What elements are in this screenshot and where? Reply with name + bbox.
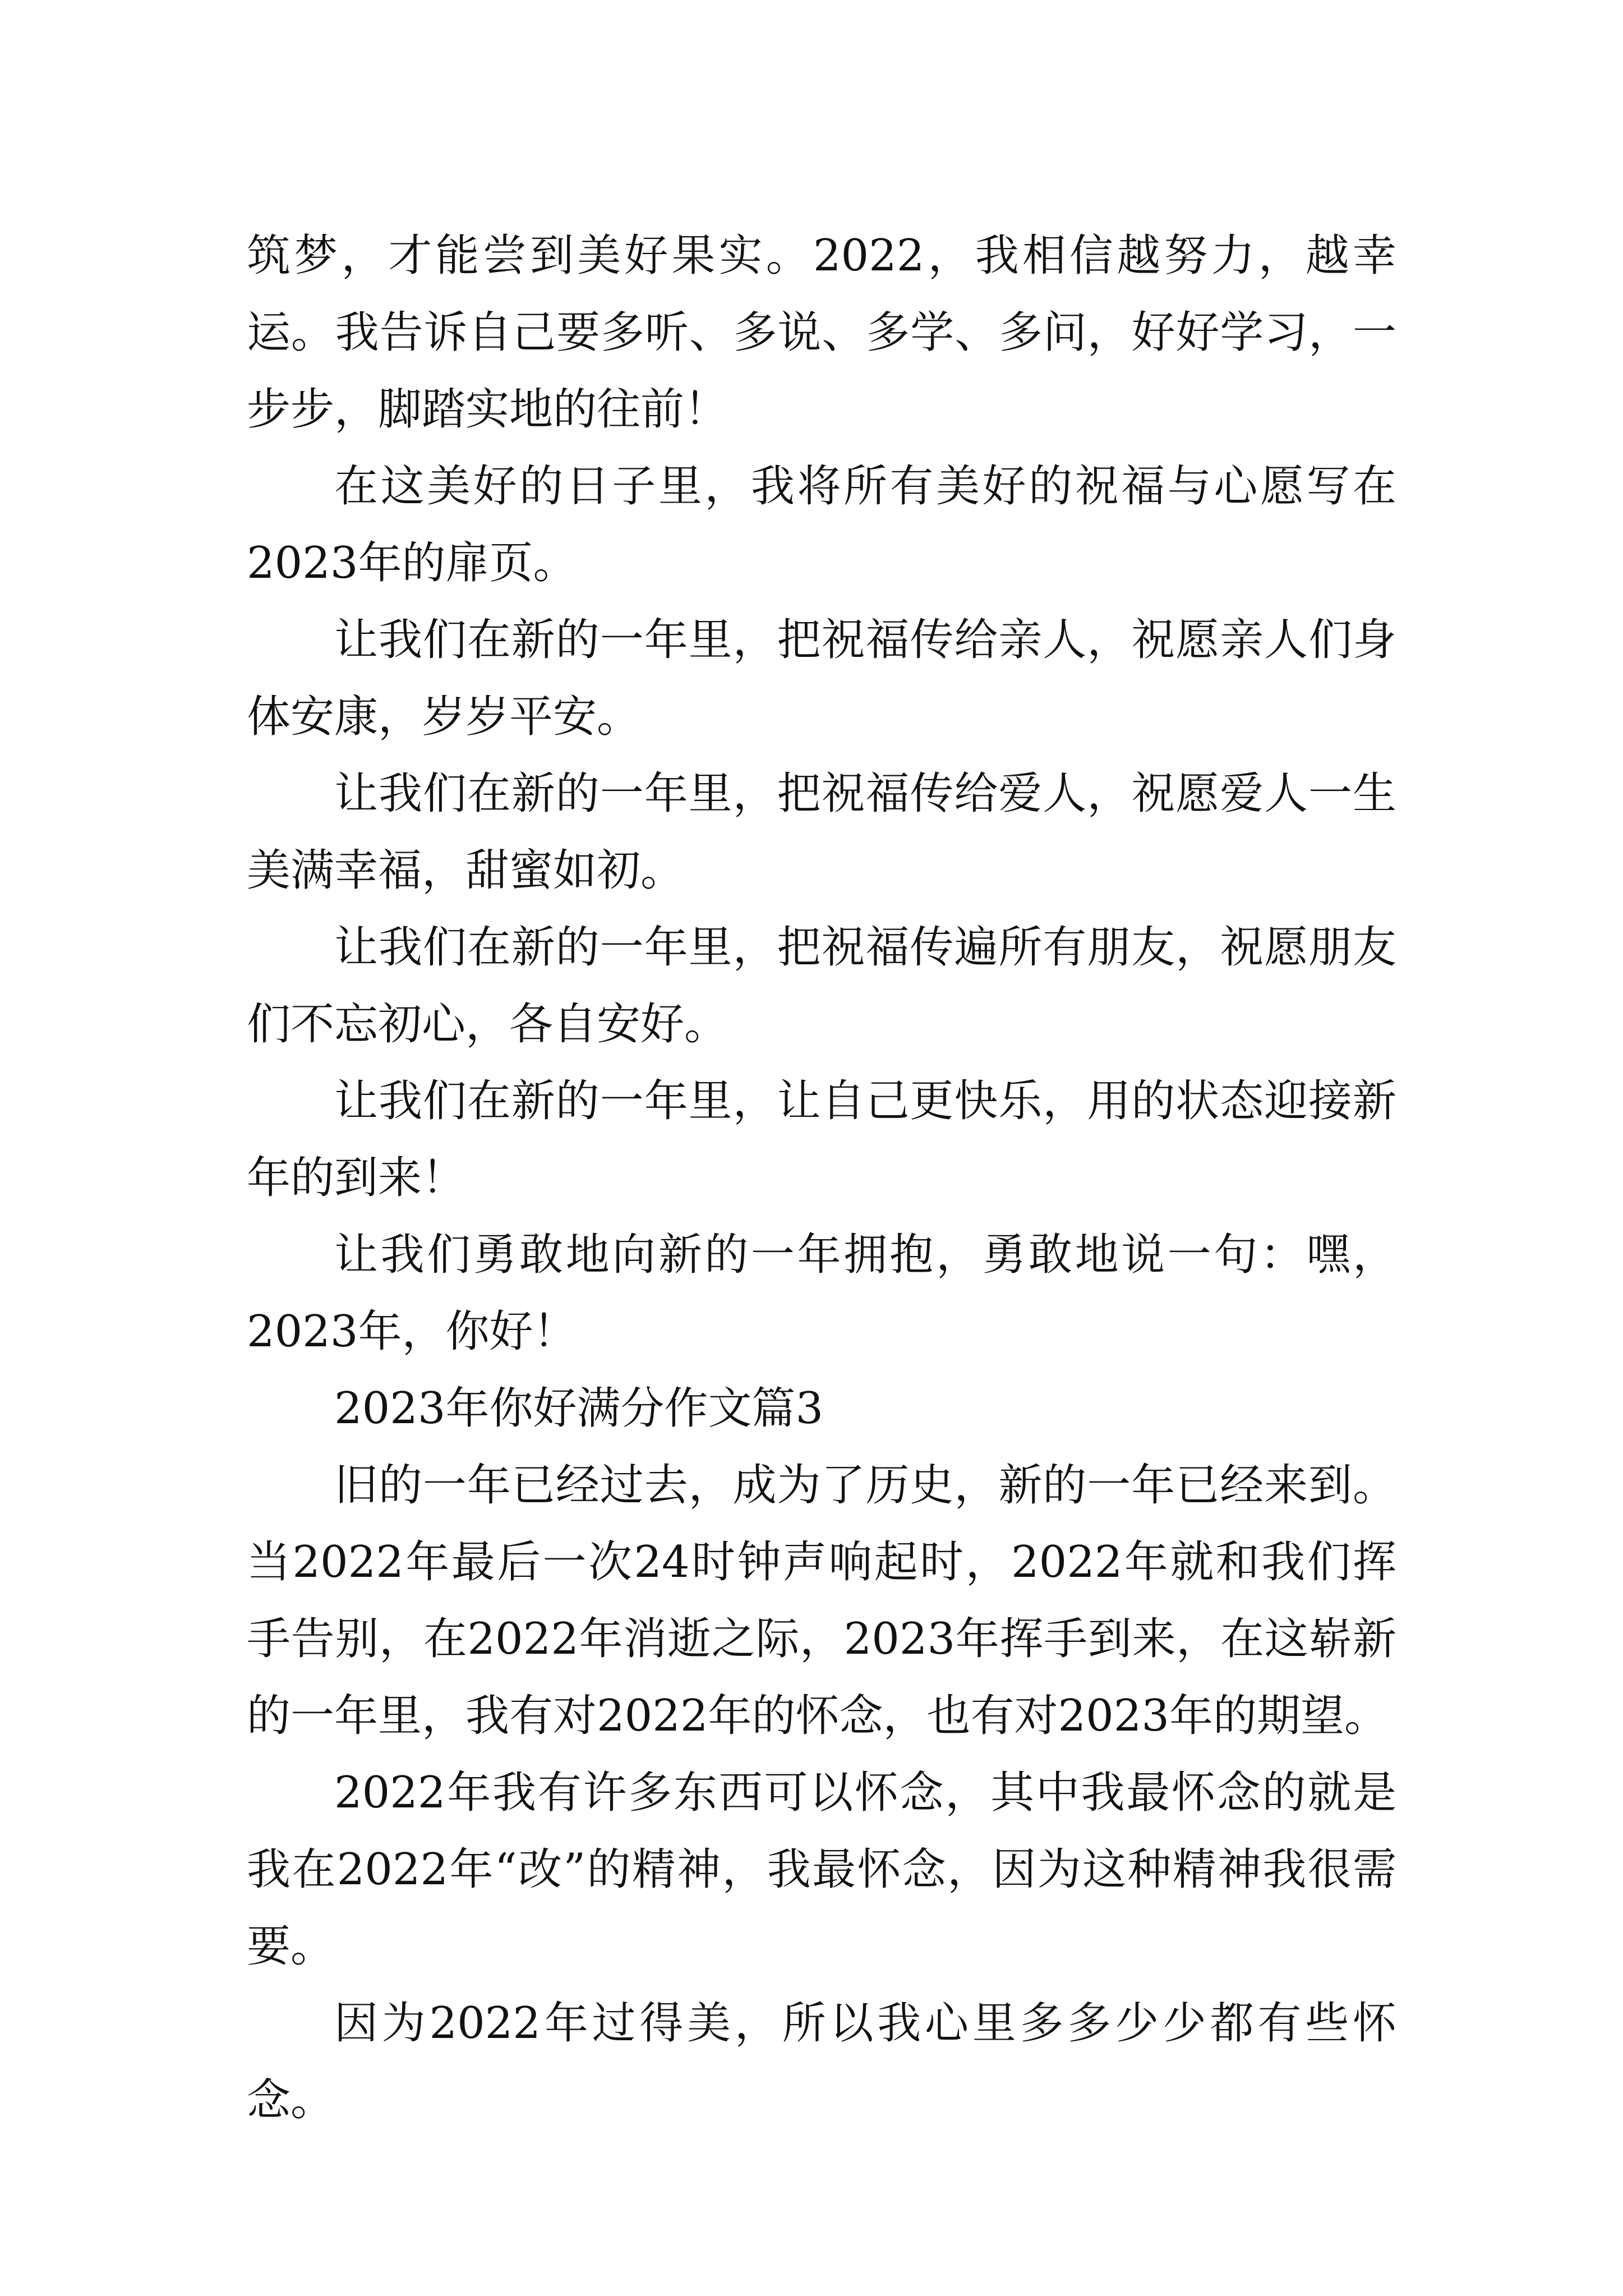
paragraph: 筑梦，才能尝到美好果实。2022，我相信越努力，越幸运。我告诉自己要多听、多说、多学、多问，好好学习，一步步，脚踏实地的往前！ [247, 231, 1396, 435]
paragraph: 让我们在新的一年里，把祝福传给爱人，祝愿爱人一生美满幸福，甜蜜如初。 [247, 769, 1396, 896]
paragraph: 让我们在新的一年里，把祝福传遍所有朋友，祝愿朋友们不忘初心，各自安好。 [247, 922, 1396, 1050]
paragraph: 2022年我有许多东西可以怀念，其中我最怀念的就是我在2022年“改”的精神，我最怀念，因为这种精神我很需要。 [247, 1768, 1396, 1972]
paragraph: 旧的一年已经过去，成为了历史，新的一年已经来到。当2022年最后一次24时钟声响起时，2022年就和我们挥手告别，在2022年消逝之际，2023年挥手到来，在这崭新的一年里，我有对2022年的怀念，也有对2023年的期望。 [247, 1460, 1396, 1741]
paragraph: 在这美好的日子里，我将所有美好的祝福与心愿写在2023年的扉页。 [247, 461, 1396, 588]
section-heading: 2023年你好满分作文篇3 [334, 1383, 824, 1434]
paragraph: 让我们在新的一年里，让自己更快乐，用的状态迎接新年的到来！ [247, 1076, 1396, 1203]
paragraph: 让我们勇敢地向新的一年拥抱，勇敢地说一句：嘿，2023年，你好！ [247, 1230, 1396, 1357]
paragraph: 因为2022年过得美，所以我心里多多少少都有些怀念。 [247, 1998, 1396, 2125]
paragraph: 让我们在新的一年里，把祝福传给亲人，祝愿亲人们身体安康，岁岁平安。 [247, 615, 1396, 742]
document-body [247, 218, 1396, 2139]
